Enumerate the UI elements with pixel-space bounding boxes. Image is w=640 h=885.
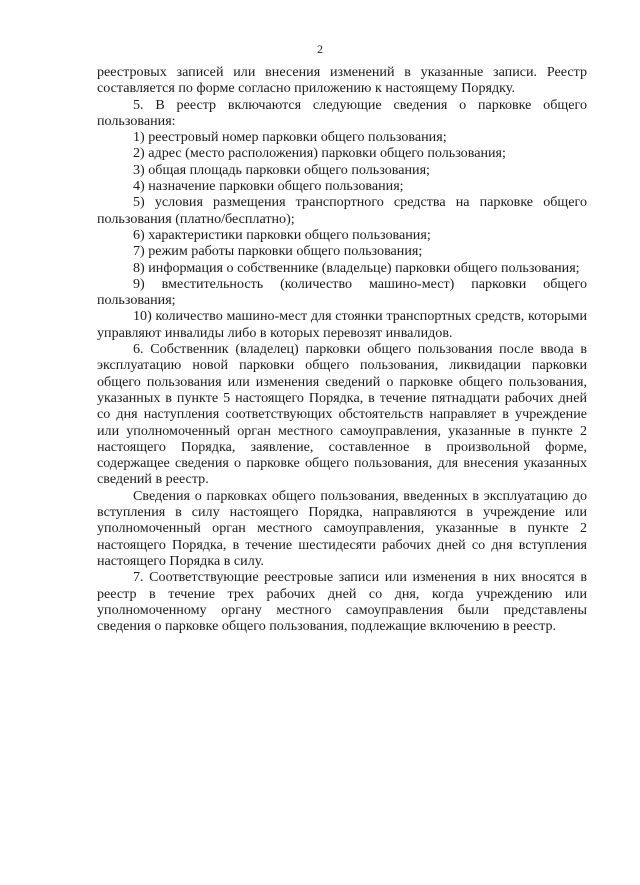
list-item-7: 7) режим работы парковки общего пользования;: [133, 243, 423, 260]
list-item-10: 10) количество машино-мест для стоянки транспортных средств, которыми управляют инвалиды либо в которых перевозят инвалидов.: [97, 308, 587, 341]
list-item-4: 4) назначение парковки общего пользования;: [133, 178, 404, 195]
list-item-3: 3) общая площадь парковки общего пользования;: [133, 161, 430, 178]
list-item-9: 9) вместительность (количество машино-мест) парковки общего пользования;: [97, 275, 587, 309]
paragraph-item-7: 7. Соответствующие реестровые записи или изменения в них вносятся в реестр в течение трех рабочих дней со дня, когда учреждению или уполномоченному органу местного самоуправления были представлены сведения о парковке общего пользования, подлежащие включению в реестр.: [97, 569, 587, 635]
paragraph-item-6: 6. Собственник (владелец) парковки общего пользования после ввода в эксплуатацию новой парковки общего пользования, ликвидации парковки общего пользования или изменения сведений о парковке общего пользования, указанных в пункте 5 настоящего Порядка, в течение пятнадцати рабочих дней со дня наступления соответствующих обстоятельств направляет в учреждение или уполномоченный орган местного самоуправления, указанные в пункте 2 настоящего Порядка, заявление, составленное в произвольной форме, содержащее сведения о парковке общего пользования, для внесения указанных сведений в реестр.: [97, 341, 587, 488]
page-number: 2: [317, 42, 323, 56]
list-item-6: 6) характеристики парковки общего пользования;: [133, 226, 431, 243]
paragraph-registry-continuation: реестровых записей или внесения изменений в указанные записи. Реестр составляется по форме согласно приложению к настоящему Порядку.: [97, 64, 587, 97]
list-item-5: 5) условия размещения транспортного средства на парковке общего пользования (платно/бесплатно);: [97, 194, 587, 227]
paragraph-item-5: 5. В реестр включаются следующие сведения о парковке общего пользования:: [97, 96, 587, 129]
list-item-1: 1) реестровый номер парковки общего пользования;: [133, 129, 447, 146]
list-item-2: 2) адрес (место расположения) парковки общего пользования;: [133, 145, 506, 162]
list-item-8: 8) информация о собственнике (владельце) парковки общего пользования;: [133, 259, 580, 276]
document-body: [97, 64, 587, 634]
paragraph-item-6-continued: Сведения о парковках общего пользования, введенных в эксплуатацию до вступления в силу настоящего Порядка, направляются в учреждение или уполномоченный орган местного самоуправления, указанные в пункте 2 настоящего Порядка, в течение шестидесяти рабочих дней со дня вступления настоящего Порядка в силу.: [97, 487, 587, 569]
